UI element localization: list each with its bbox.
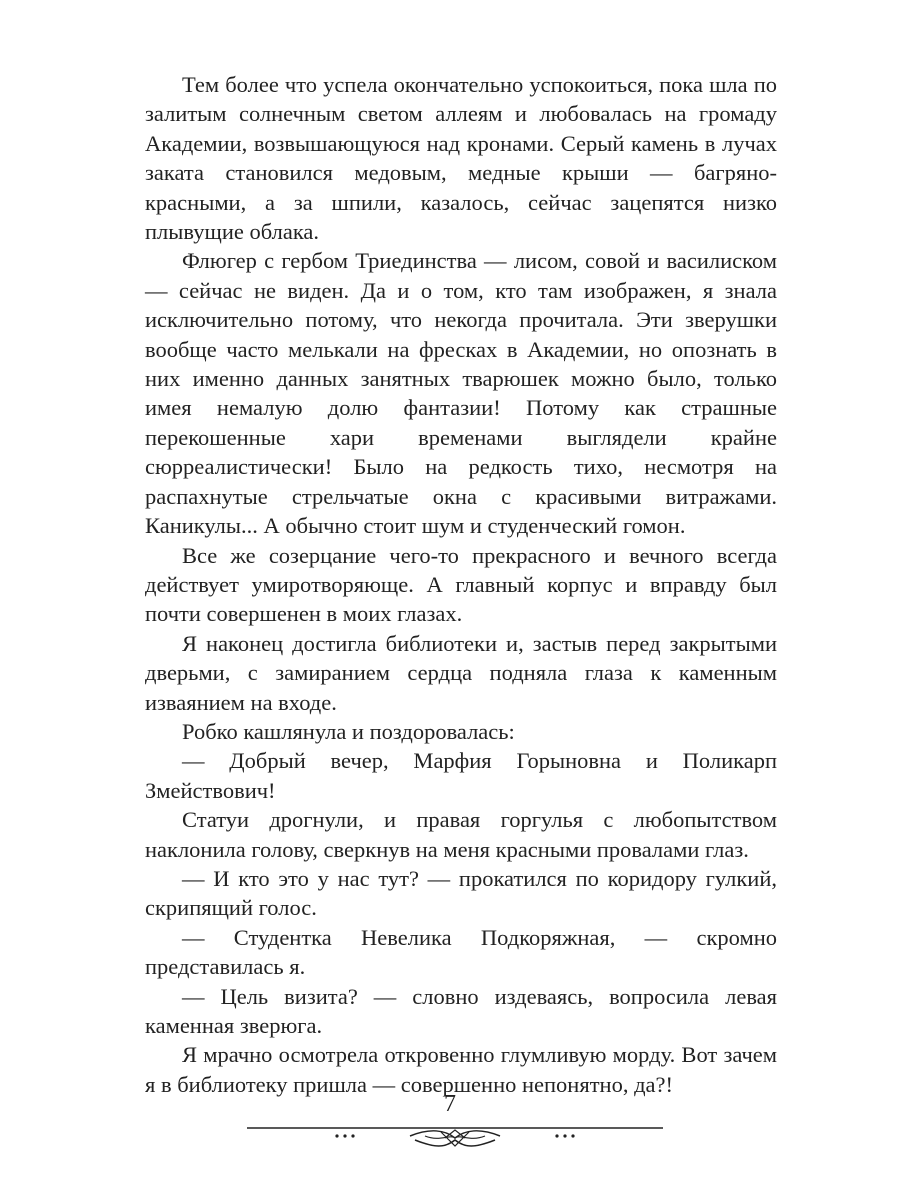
paragraph: — Студентка Невелика Подкоряжная, — скромно представилась я. [145, 924, 777, 980]
paragraph: — И кто это у нас тут? — прокатился по коридору гулкий, скрипящий голос. [145, 865, 777, 921]
paragraph: Флюгер с гербом Триединства — лисом, совой и василиском — сейчас не виден. Да и о том, кто там изображен, я знала исключительно потому, что некогда прочитала. Эти зверушки вообще часто мелькали на фресках в Академии, но опознать в них именно данных занятных тварюшек можно было, только имея немалую долю фантазии! Потому как страшные перекошенные хари временами выглядели крайне сюрреалистически! Было на редкость тихо, несмотря на распахнутые стрельчатые окна с красивыми витражами. Каникулы... А обычно стоит шум и студенческий гомон. [145, 248, 777, 539]
page-number: 7 [444, 1091, 456, 1117]
body-text [145, 70, 777, 1099]
paragraph: — Цель визита? — словно издеваясь, вопросила левая каменная зверюга. [145, 983, 777, 1038]
paragraph: Я наконец достигла библиотеки и, застыв перед закрытыми дверьми, с замиранием сердца подняла глаза к каменным изваянием на входе. [145, 630, 777, 715]
paragraph: Все же созерцание чего-то прекрасного и вечного всегда действует умиротворяюще. А главный корпус и вправду был почти совершенен в моих глазах. [145, 542, 777, 627]
paragraph: Тем более что успела окончательно успокоиться, пока шла по залитым солнечным светом аллеям и любовалась на громаду Академии, возвышающуюся над кронами. Серый камень в лучах заката становился медовым, медные крыши — багряно-красными, а за шпили, казалось, сейчас зацепятся низко плывущие облака. [145, 72, 777, 245]
paragraph: — Добрый вечер, Марфия Горыновна и Поликарп Змействович! [145, 748, 777, 803]
paragraph: Робко кашлянула и поздоровалась: [182, 718, 515, 744]
paragraph: Статуи дрогнули, и правая горгулья с любопытством наклонила голову, сверкнув на меня красными провалами глаз. [145, 807, 777, 862]
ornament-divider-icon [245, 1118, 665, 1158]
paragraph: Я мрачно осмотрела откровенно глумливую морду. Вот зачем я в библиотеку пришла — совершенно непонятно, да?! [145, 1042, 777, 1097]
